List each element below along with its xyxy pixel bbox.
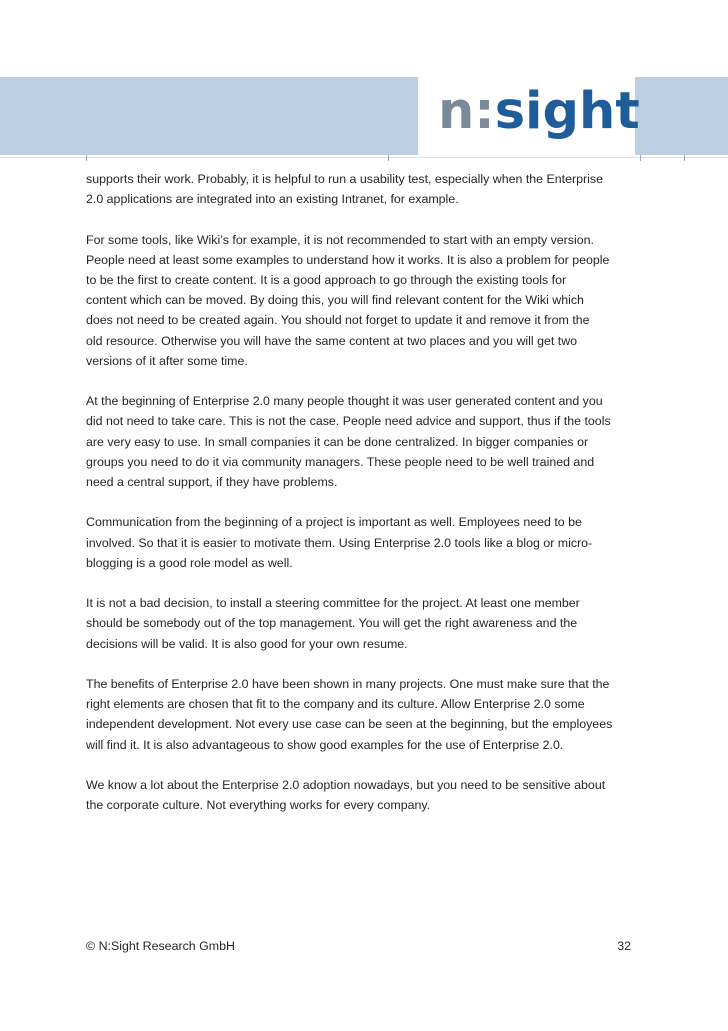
text-line: groups you need to do it via community managers. These people need to be well trained and — [86, 454, 595, 469]
paragraph — [86, 775, 646, 815]
text-line: We know a lot about the Enterprise 2.0 adoption nowadays, but you need to be sensitive about — [86, 778, 606, 792]
text-line: did not need to take care. This is not the case. People need advice and support, thus if the tools — [86, 414, 611, 429]
paragraph — [86, 593, 646, 654]
text-line: should be somebody out of the top management. You will get the right awareness and the — [86, 616, 578, 631]
text-line: will find it. It is also advantageous to show good examples for the use of Enterprise 2.0. — [86, 737, 564, 752]
text-line: are very easy to use. In small companies it can be done centralized. In bigger companies or — [86, 434, 589, 449]
text-line: Communication from the beginning of a project is important as well. Employees need to be — [86, 515, 582, 530]
text-line: does not need to be created again. You should not forget to update it and remove it from the — [86, 313, 590, 328]
text-line: right elements are chosen that fit to the company and its culture. Allow Enterprise 2.0 some — [86, 697, 585, 712]
logo-word: sight — [494, 82, 640, 141]
text-line: blogging is a good role model as well. — [86, 555, 293, 570]
text-line: content which can be moved. By doing this, you will find relevant content for the Wiki which — [86, 293, 584, 308]
header-tick — [86, 155, 87, 161]
paragraph — [86, 169, 646, 209]
text-line: At the beginning of Enterprise 2.0 many people thought it was user generated content and you — [86, 394, 603, 409]
header-tick — [684, 155, 685, 161]
text-line: to be the first to create content. It is a good approach to go through the existing tools for — [86, 273, 567, 287]
paragraph — [86, 230, 646, 371]
header-tick — [640, 155, 641, 161]
text-line: decisions will be valid. It is also good for your own resume. — [86, 636, 408, 651]
header-rule — [0, 157, 728, 158]
logo-prefix: n: — [438, 82, 495, 141]
paragraph — [86, 391, 646, 492]
text-line: For some tools, like Wiki’s for example, it is not recommended to start with an empty version. — [86, 232, 594, 247]
text-line: need a central support, if they have problems. — [86, 475, 338, 490]
header-tick — [388, 155, 389, 161]
body-text — [86, 169, 646, 836]
text-line: versions of it after some time. — [86, 353, 248, 368]
text-line: the corporate culture. Not everything works for every company. — [86, 798, 431, 813]
text-line: old resource. Otherwise you will have the same content at two places and you will get two — [86, 333, 578, 348]
copyright-text: © N:Sight Research GmbH — [86, 939, 235, 953]
paragraph — [86, 674, 646, 755]
text-line: The benefits of Enterprise 2.0 have been shown in many projects. One must make sure that the — [86, 677, 610, 691]
paragraph — [86, 512, 646, 573]
text-line: involved. So that it is easier to motivate them. Using Enterprise 2.0 tools like a blog or micro- — [86, 535, 593, 550]
nsight-logo — [438, 81, 640, 143]
text-line: supports their work. Probably, it is helpful to run a usability test, especially when the Enterprise — [86, 172, 603, 186]
text-line: independent development. Not every use case can be seen at the beginning, but the employees — [86, 717, 613, 732]
text-line: It is not a bad decision, to install a steering committee for the project. At least one member — [86, 596, 580, 611]
text-line: People need at least some examples to understand how it works. It is also a problem for people — [86, 252, 610, 267]
page-number: 32 — [617, 939, 631, 953]
text-line: 2.0 applications are integrated into an existing Intranet, for example. — [86, 192, 459, 207]
